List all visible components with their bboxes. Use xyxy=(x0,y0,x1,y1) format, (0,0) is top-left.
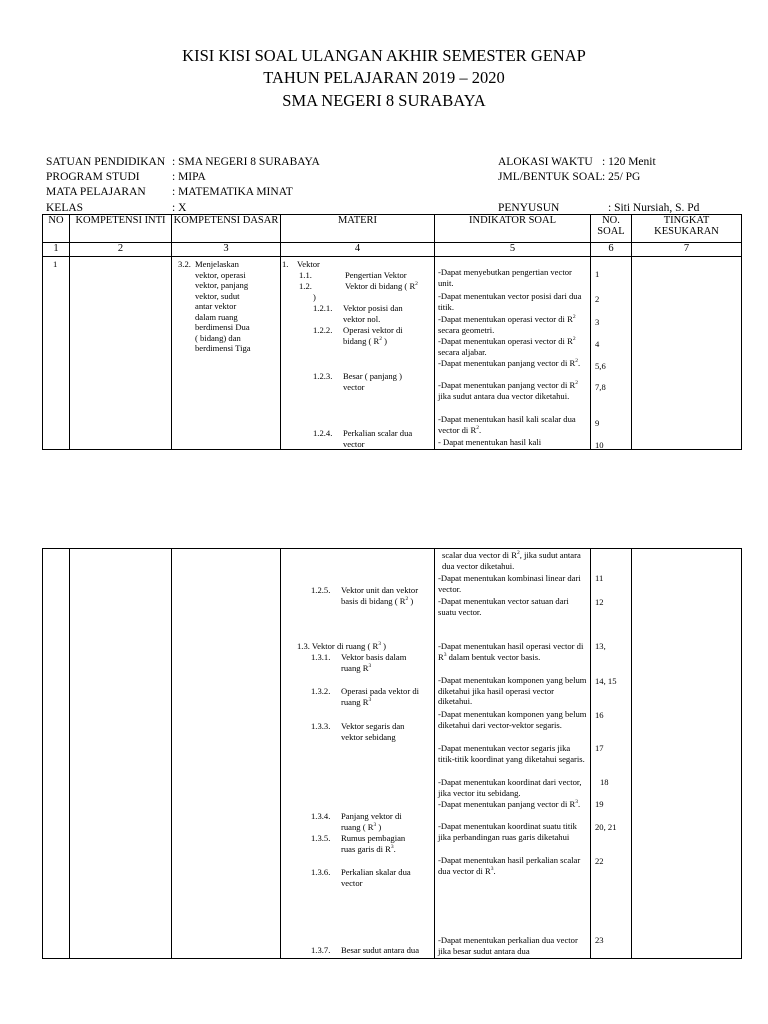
kd-line: vektor, operasi xyxy=(195,269,246,280)
materi-text: ) xyxy=(376,822,382,832)
superscript: 2 xyxy=(516,550,520,557)
materi-item xyxy=(341,844,396,855)
no-soal: 18 xyxy=(600,777,609,787)
materi-item: vektor nol. xyxy=(343,314,381,324)
materi-item: vector xyxy=(343,382,365,392)
info-kelas-value: : X xyxy=(172,202,187,214)
indikator-cell xyxy=(435,257,591,450)
kd-line: dalam ruang xyxy=(195,311,238,322)
no-soal: 17 xyxy=(595,743,604,753)
kd-line: vektor, panjang xyxy=(195,280,249,290)
materi-item: Panjang vektor di xyxy=(341,811,402,821)
indikator-item: -Dapat menentukan koordinat suatu titik jika perbandingan ruas garis diketahui xyxy=(438,821,577,842)
table-header-row xyxy=(43,215,742,243)
no-soal: 14, 15 xyxy=(595,676,617,686)
materi-item xyxy=(341,822,381,833)
indikator-text: -Dapat menentukan panjang vector di R xyxy=(438,380,576,390)
ki-cell xyxy=(70,257,172,450)
column-number: 6 xyxy=(591,243,632,257)
materi-item: Operasi pada vektor di xyxy=(341,686,420,696)
materi-item: vector xyxy=(343,439,365,449)
kd-line: Menjelaskan xyxy=(195,259,239,269)
info-program-label: PROGRAM STUDI xyxy=(46,171,140,183)
info-program-value: : MIPA xyxy=(172,171,206,183)
info-penyusun-label: PENYUSUN xyxy=(498,202,560,214)
no-soal: 5,6 xyxy=(595,361,606,371)
materi-item: Vektor xyxy=(297,259,320,269)
materi-cell xyxy=(281,549,435,959)
indikator-item xyxy=(438,380,588,401)
materi-item: Vektor posisi dan xyxy=(343,303,403,313)
kisi-table-page2 xyxy=(42,548,742,959)
materi-item: Pengertian Vektor xyxy=(345,270,407,280)
materi-num: 1.3.6. xyxy=(311,867,331,877)
materi-text: ) xyxy=(382,336,388,346)
materi-item xyxy=(345,281,418,292)
superscript: 2 xyxy=(476,424,479,431)
tingkat-kesukaran-cell xyxy=(632,257,742,450)
materi-item: Operasi vektor di xyxy=(343,325,403,335)
indikator-text: . xyxy=(577,358,581,368)
no-soal: 11 xyxy=(595,573,604,583)
materi-num: 1.3.1. xyxy=(311,652,331,662)
indikator-item: -Dapat menentukan vector posisi dari dua titik. xyxy=(438,291,582,312)
header-materi: MATERI xyxy=(281,215,435,243)
no-soal: 12 xyxy=(595,597,604,607)
materi-item xyxy=(341,596,413,607)
indikator-item xyxy=(438,799,588,810)
kd-cell xyxy=(172,549,281,959)
kd-number: 3.2. xyxy=(178,259,191,269)
superscript: 3 xyxy=(443,651,447,658)
info-satuan-value: : SMA NEGERI 8 SURABAYA xyxy=(172,156,320,168)
materi-text: ) xyxy=(380,641,386,651)
superscript: 3 xyxy=(575,799,578,806)
materi-text: . xyxy=(393,844,396,854)
superscript: 3 xyxy=(490,865,494,872)
kd-line: berdimensi Dua xyxy=(195,322,250,332)
row-no-cell xyxy=(43,257,70,450)
indikator-text: -Dapat menentukan hasil operasi vector di R xyxy=(438,641,584,662)
no-soal-cell xyxy=(591,257,632,450)
superscript: 2 xyxy=(415,281,418,288)
materi-item xyxy=(341,697,371,708)
materi-text: 1.3. Vektor di ruang ( R xyxy=(297,641,379,651)
header-tingkat-kesukaran: TINGKAT KESUKARAN xyxy=(632,215,742,243)
materi-num: 1.3.5. xyxy=(311,833,331,843)
no-soal: 10 xyxy=(595,440,604,450)
info-penyusun xyxy=(498,201,699,215)
info-satuan xyxy=(46,155,320,169)
doc-title-line1: KISI KISI SOAL ULANGAN AKHIR SEMESTER GENAP xyxy=(182,46,586,65)
info-jml-label: JML/BENTUK SOAL xyxy=(498,171,603,183)
materi-text: ruas garis di R xyxy=(341,844,391,854)
column-number: 3 xyxy=(172,243,281,257)
materi-num: 1.2.5. xyxy=(311,585,331,595)
indikator-text: . xyxy=(493,865,496,876)
header-no-soal: NO. SOAL xyxy=(591,215,632,243)
indikator-text: . xyxy=(577,799,581,809)
indikator-item: - Dapat menentukan hasil kali xyxy=(438,437,542,447)
header-no: NO xyxy=(43,215,70,243)
header-indikator-soal: INDIKATOR SOAL xyxy=(435,215,591,243)
indikator-item: -Dapat menentukan koordinat dari vector, jika vector itu sebidang. xyxy=(438,777,582,798)
indikator-text: secara aljabar. xyxy=(438,346,487,357)
indikator-text: -Dapat menentukan panjang vector di R xyxy=(438,799,576,809)
info-kelas-label: KELAS xyxy=(46,202,84,214)
materi-num: 1. xyxy=(282,259,289,269)
superscript: 3 xyxy=(368,697,372,704)
superscript: 2 xyxy=(379,336,383,343)
superscript: 2 xyxy=(575,358,578,365)
indikator-item: -Dapat menentukan perkalian dua vector jika besar sudut antara dua xyxy=(438,935,578,956)
superscript: 2 xyxy=(572,336,576,343)
tingkat-kesukaran-cell xyxy=(632,549,742,959)
info-alokasi-value: : 120 Menit xyxy=(602,156,656,168)
materi-num: 1.2.1. xyxy=(313,303,333,313)
indikator-item xyxy=(438,336,588,357)
indikator-item xyxy=(438,414,588,435)
no-soal: 4 xyxy=(595,339,600,349)
doc-title-line2: TAHUN PELAJARAN 2019 – 2020 xyxy=(263,68,505,87)
indikator-text: -Dapat menentukan panjang vector di R xyxy=(438,358,576,368)
column-number: 2 xyxy=(70,243,172,257)
kd-line: ( bidang) dan xyxy=(195,332,241,343)
indikator-item: -Dapat menentukan vector segaris jika titik-titik koordinat yang diketahui segaris. xyxy=(438,743,585,764)
no-soal: 22 xyxy=(595,856,604,866)
indikator-cell xyxy=(435,549,591,959)
no-soal: 13, xyxy=(595,641,606,651)
info-mapel-label: MATA PELAJARAN xyxy=(46,186,146,198)
column-number: 4 xyxy=(281,243,435,257)
materi-text: Vektor di bidang ( R xyxy=(345,281,416,291)
info-jml xyxy=(498,170,640,184)
no-soal: 1 xyxy=(595,269,600,279)
materi-item: Vektor segaris dan xyxy=(341,721,405,731)
materi-num: 1.1. xyxy=(299,270,312,280)
materi-text: ruang ( R xyxy=(341,822,374,832)
materi-item: vektor sebidang xyxy=(341,732,396,742)
header-kompetensi-inti: KOMPETENSI INTI xyxy=(70,215,172,243)
header-kompetensi-dasar: KOMPETENSI DASAR xyxy=(172,215,281,243)
materi-item: Perkalian scalar dua xyxy=(343,428,413,438)
indikator-item xyxy=(438,855,588,876)
info-kelas xyxy=(46,201,186,215)
materi-num: 1.2.4. xyxy=(313,428,333,438)
materi-item: ) xyxy=(313,292,316,302)
materi-num: 1.3.2. xyxy=(311,686,331,696)
materi-num: 1.2.3. xyxy=(313,371,333,381)
kd-cell xyxy=(172,257,281,450)
materi-cell xyxy=(281,257,435,450)
materi-item: Rumus pembagian xyxy=(341,833,406,843)
no-soal: 16 xyxy=(595,710,604,720)
materi-text: ruang R xyxy=(341,697,369,707)
materi-item: Besar ( panjang ) xyxy=(343,371,402,381)
info-mapel xyxy=(46,185,293,199)
materi-item xyxy=(341,663,371,674)
kd-line: berdimensi Tiga xyxy=(195,343,251,353)
info-alokasi-label: ALOKASI WAKTU xyxy=(498,156,593,168)
materi-num: 1.3.3. xyxy=(311,721,331,731)
no-soal: 2 xyxy=(595,294,600,304)
materi-num: 1.3.4. xyxy=(311,811,331,821)
indikator-text: dalam bentuk vector basis. xyxy=(446,651,541,662)
row-no: 1 xyxy=(53,259,58,269)
indikator-text: jika sudut antara dua vector diketahui. xyxy=(438,390,570,401)
materi-item: Perkalian skalar dua xyxy=(341,867,411,877)
materi-num: 1.2. xyxy=(299,281,312,291)
indikator-item: -Dapat menentukan komponen yang belum diketahui dari vector-vektor segaris. xyxy=(438,709,587,730)
materi-num: 1.3.7. xyxy=(311,945,331,955)
materi-text: bidang ( R xyxy=(343,336,380,346)
indikator-item xyxy=(442,550,588,571)
materi-text: ) xyxy=(408,596,414,606)
indikator-text: , jika sudut antara dua vector diketahui. xyxy=(442,550,581,571)
no-soal: 23 xyxy=(595,935,604,945)
ki-cell xyxy=(70,549,172,959)
materi-item: vector xyxy=(341,878,363,888)
indikator-item: -Dapat menentukan vector satuan dari suatu vector. xyxy=(438,596,569,617)
superscript: 2 xyxy=(405,596,409,603)
kd-line: antar vektor xyxy=(195,301,237,311)
no-soal: 9 xyxy=(595,418,600,428)
no-soal: 3 xyxy=(595,317,600,327)
indikator-item: -Dapat menentukan kombinasi linear dari vector. xyxy=(438,573,581,594)
indikator-item xyxy=(438,314,588,335)
column-number: 7 xyxy=(632,243,742,257)
materi-item: Besar sudut antara dua xyxy=(341,945,420,955)
table-row xyxy=(43,549,742,959)
no-soal: 20, 21 xyxy=(595,822,617,832)
doc-title-line3: SMA NEGERI 8 SURABAYA xyxy=(282,91,486,110)
indikator-text: . xyxy=(478,424,482,435)
table-row xyxy=(43,257,742,450)
materi-item: Vektor unit dan vektor xyxy=(341,585,419,595)
indikator-text: -Dapat menentukan hasil kali scalar dua vector di R xyxy=(438,414,576,435)
materi-num: 1.2.2. xyxy=(313,325,333,335)
superscript: 2 xyxy=(575,380,578,387)
kd-line: vektor, sudut xyxy=(195,290,240,301)
info-satuan-label: SATUAN PENDIDIKAN xyxy=(46,156,166,168)
column-number: 5 xyxy=(435,243,591,257)
no-soal: 7,8 xyxy=(595,382,606,392)
superscript: 3 xyxy=(390,844,394,851)
materi-text: ruang R xyxy=(341,663,369,673)
info-penyusun-value: : Siti Nursiah, S. Pd xyxy=(608,202,700,214)
superscript: 2 xyxy=(572,314,576,321)
materi-item xyxy=(343,336,387,347)
column-number: 1 xyxy=(43,243,70,257)
superscript: 3 xyxy=(368,663,372,670)
indikator-text: secara geometri. xyxy=(438,324,495,335)
no-soal: 19 xyxy=(595,799,604,809)
indikator-item: -Dapat menentukan komponen yang belum diketahui jika hasil operasi vector diketahui. xyxy=(438,675,587,706)
superscript: 3 xyxy=(373,822,377,829)
info-mapel-value: : MATEMATIKA MINAT xyxy=(172,186,293,198)
indikator-text: -Dapat menentukan operasi vector di R xyxy=(438,336,573,346)
superscript: 3 xyxy=(378,641,381,648)
materi-text: basis di bidang ( R xyxy=(341,596,406,606)
column-number-row xyxy=(43,243,742,257)
indikator-text: -Dapat menentukan operasi vector di R xyxy=(438,314,573,324)
info-alokasi xyxy=(498,155,656,169)
indikator-text: -Dapat menentukan hasil perkalian scalar dua vector di R xyxy=(438,855,581,876)
indikator-text: scalar dua vector di R xyxy=(442,550,517,560)
materi-item xyxy=(297,641,386,652)
indikator-item: -Dapat menyebutkan pengertian vector unit. xyxy=(438,267,572,288)
kisi-table-page1 xyxy=(42,214,742,450)
indikator-item xyxy=(438,358,588,369)
row-no-cell xyxy=(43,549,70,959)
no-soal-cell xyxy=(591,549,632,959)
info-program xyxy=(46,170,206,184)
materi-item: Vektor basis dalam xyxy=(341,652,407,662)
indikator-item xyxy=(438,641,588,662)
info-jml-value: : 25/ PG xyxy=(602,171,641,183)
